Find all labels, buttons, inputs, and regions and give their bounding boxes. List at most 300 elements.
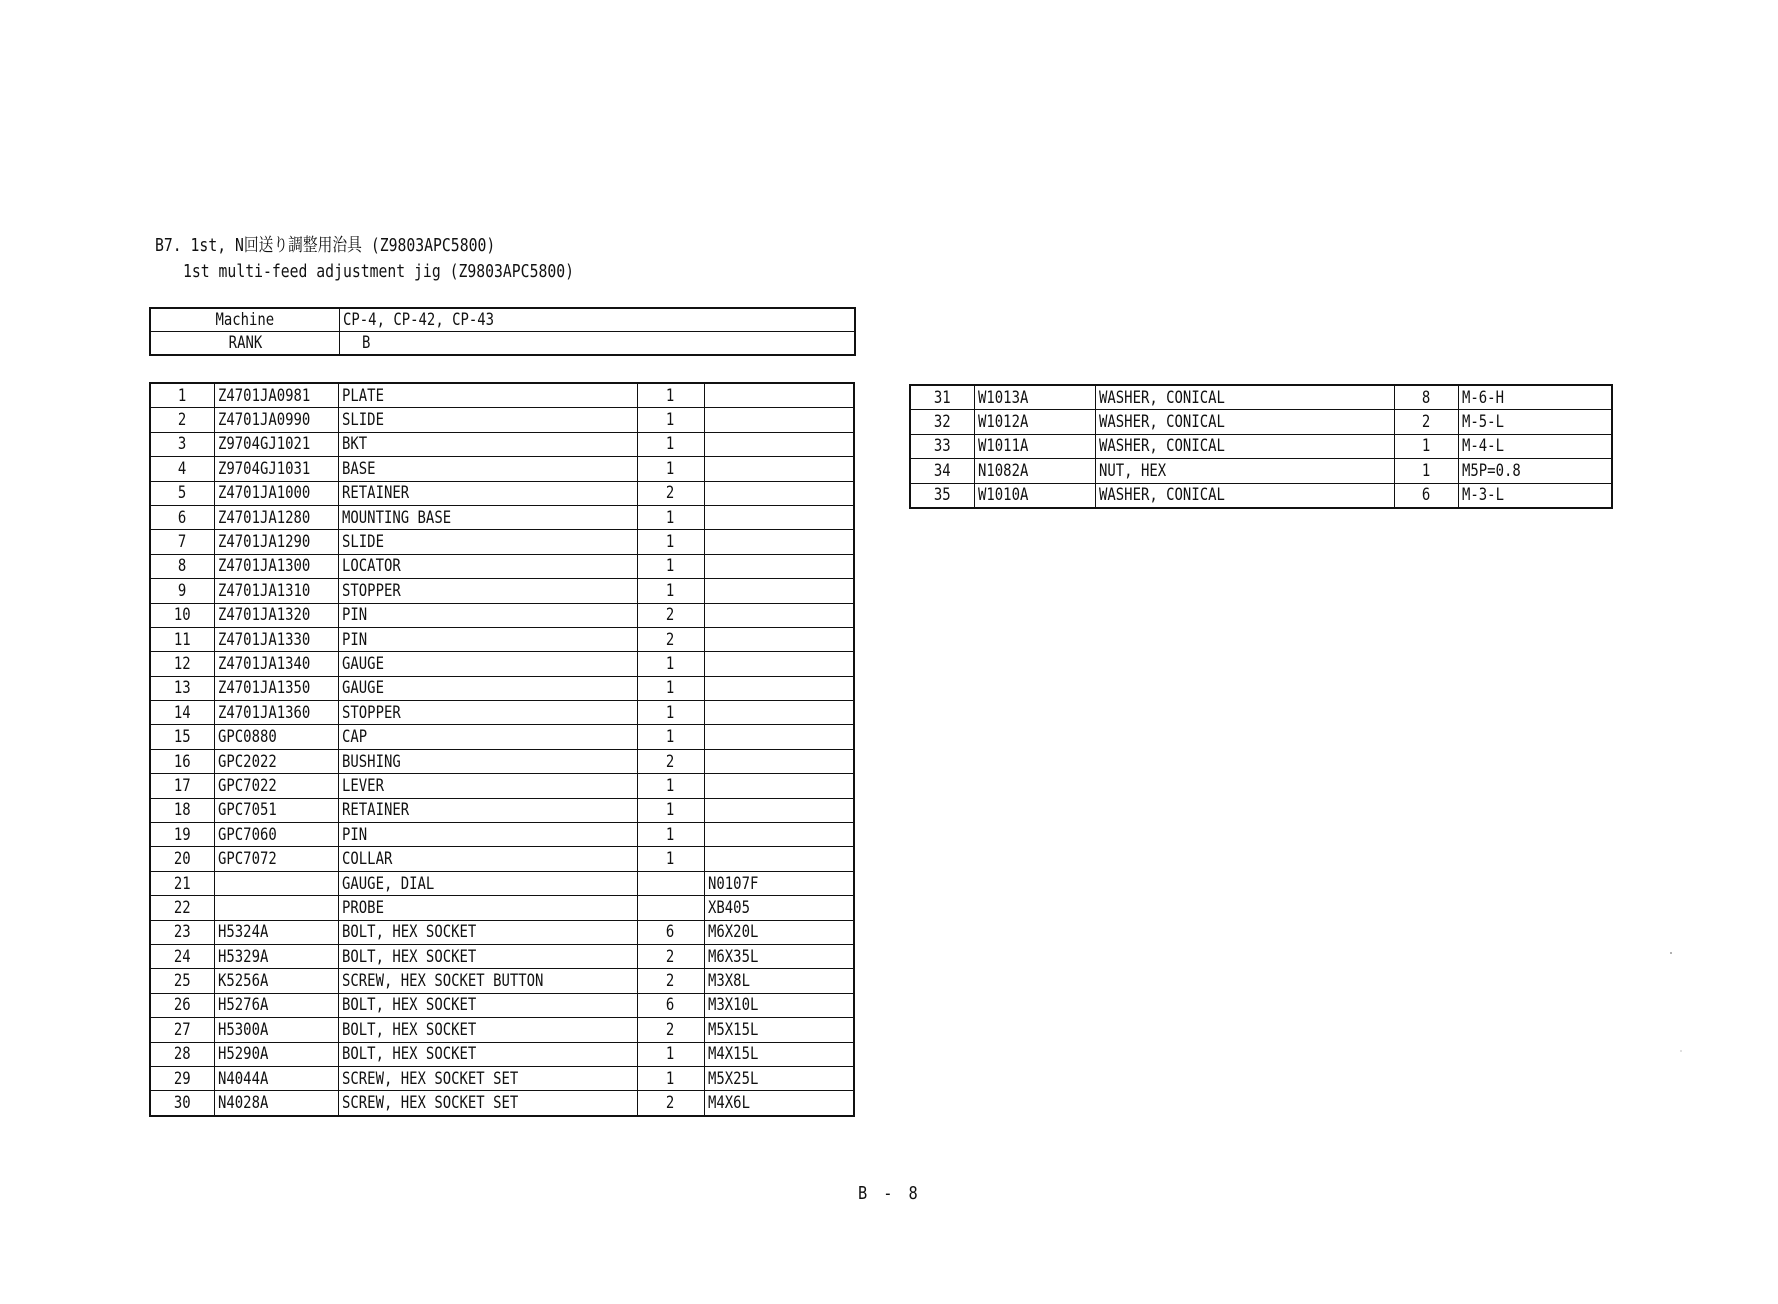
part-name-cell <box>338 530 637 554</box>
table-row <box>150 1018 854 1042</box>
remark-cell <box>704 871 854 895</box>
part-name: RETAINER <box>341 800 409 821</box>
item-number: 14 <box>173 702 191 723</box>
remark-cell <box>704 603 854 627</box>
part-name: WASHER, CONICAL <box>1099 387 1225 408</box>
part-name: LEVER <box>341 775 384 796</box>
item-number-cell <box>150 871 214 895</box>
item-number-cell <box>150 969 214 993</box>
item-number-cell <box>910 410 974 434</box>
table-row <box>150 652 854 676</box>
remark-cell <box>704 432 854 456</box>
quantity: 1 <box>666 410 675 431</box>
item-number-cell <box>150 944 214 968</box>
quantity-cell <box>637 1066 704 1090</box>
part-code: Z4701JA0990 <box>217 410 310 431</box>
item-number: 22 <box>173 897 191 918</box>
part-code-cell <box>974 483 1095 508</box>
item-number-cell <box>910 459 974 483</box>
table-row <box>150 1042 854 1066</box>
remark-cell <box>704 798 854 822</box>
quantity-cell <box>637 944 704 968</box>
item-number-cell <box>150 408 214 432</box>
machine-row <box>151 309 855 332</box>
table-row <box>150 798 854 822</box>
part-name-cell <box>338 993 637 1017</box>
table-row <box>150 969 854 993</box>
part-name-cell <box>1096 385 1395 410</box>
part-code-cell <box>214 530 338 554</box>
remark-cell <box>704 1018 854 1042</box>
item-number: 34 <box>933 460 951 481</box>
quantity-cell <box>1394 385 1458 410</box>
remark: M-3-L <box>1462 485 1505 506</box>
part-name-cell <box>338 725 637 749</box>
remark-cell <box>704 969 854 993</box>
item-number-cell <box>150 457 214 481</box>
part-name: RETAINER <box>341 483 409 504</box>
part-name: SCREW, HEX SOCKET SET <box>341 1093 518 1114</box>
part-name-cell <box>338 554 637 578</box>
remark-cell <box>704 1091 854 1116</box>
scan-speck <box>1670 952 1672 954</box>
part-name: PIN <box>341 605 367 626</box>
remark: M-4-L <box>1462 436 1505 457</box>
item-number: 5 <box>178 483 187 504</box>
item-number: 6 <box>178 507 187 528</box>
part-name: SCREW, HEX SOCKET SET <box>341 1068 518 1089</box>
item-number: 32 <box>933 412 951 433</box>
quantity-cell <box>637 676 704 700</box>
quantity-cell <box>637 823 704 847</box>
part-name: PROBE <box>341 897 384 918</box>
item-number: 35 <box>933 485 951 506</box>
part-name-cell <box>338 383 637 408</box>
quantity-cell <box>637 1091 704 1116</box>
part-code: N4044A <box>217 1068 268 1089</box>
remark-cell <box>704 383 854 408</box>
part-code: GPC2022 <box>217 751 277 772</box>
table-row <box>150 725 854 749</box>
remark-cell <box>704 701 854 725</box>
rank-label: RANK <box>228 332 262 353</box>
part-name-cell <box>338 823 637 847</box>
remark-cell <box>704 774 854 798</box>
machine-value: CP-4, CP-42, CP-43 <box>343 309 495 330</box>
quantity: 1 <box>666 532 675 553</box>
item-number: 12 <box>173 653 191 674</box>
part-code: Z4701JA1350 <box>217 678 310 699</box>
part-code: W1011A <box>977 436 1029 457</box>
part-code-cell <box>214 1018 338 1042</box>
part-code: GPC0880 <box>217 727 277 748</box>
quantity: 2 <box>666 1093 675 1114</box>
remark: M3X10L <box>707 995 758 1016</box>
part-name: WASHER, CONICAL <box>1099 412 1225 433</box>
part-code: W1010A <box>977 485 1029 506</box>
item-number-cell <box>150 847 214 871</box>
part-code-cell <box>214 1091 338 1116</box>
item-number-cell <box>150 774 214 798</box>
item-number-cell <box>150 530 214 554</box>
remark-cell <box>1459 483 1612 508</box>
part-code-cell <box>214 627 338 651</box>
part-name-cell <box>338 920 637 944</box>
part-code: GPC7060 <box>217 824 277 845</box>
part-name: PLATE <box>341 385 384 406</box>
remark-cell <box>704 847 854 871</box>
part-name-cell <box>338 1066 637 1090</box>
item-number-cell <box>150 749 214 773</box>
part-code-cell <box>214 432 338 456</box>
part-name: PIN <box>341 824 367 845</box>
part-code: N4028A <box>217 1093 268 1114</box>
item-number-cell <box>150 920 214 944</box>
part-code: Z4701JA0981 <box>217 385 310 406</box>
item-number: 23 <box>173 922 191 943</box>
part-code-cell <box>214 725 338 749</box>
quantity-cell <box>637 896 704 920</box>
quantity: 1 <box>666 458 675 479</box>
item-number: 25 <box>173 971 191 992</box>
remark: M4X6L <box>707 1093 750 1114</box>
part-code: GPC7022 <box>217 775 277 796</box>
quantity-cell <box>637 554 704 578</box>
remark-cell <box>704 749 854 773</box>
item-number-cell <box>150 603 214 627</box>
part-code: H5290A <box>217 1044 268 1065</box>
part-code: W1012A <box>977 412 1029 433</box>
part-code-cell <box>214 383 338 408</box>
part-code-cell <box>974 434 1095 458</box>
quantity-cell <box>637 432 704 456</box>
machine-value-cell <box>340 309 855 332</box>
quantity: 1 <box>1422 436 1431 457</box>
part-name: BOLT, HEX SOCKET <box>341 1044 476 1065</box>
part-name: CAP <box>341 727 367 748</box>
remark: M-6-H <box>1462 387 1505 408</box>
item-number-cell <box>150 896 214 920</box>
part-code: K5256A <box>217 971 268 992</box>
item-number-cell <box>150 383 214 408</box>
quantity-cell <box>637 871 704 895</box>
table-row <box>150 749 854 773</box>
item-number-cell <box>150 725 214 749</box>
quantity-cell <box>637 530 704 554</box>
remark-cell <box>704 920 854 944</box>
quantity: 2 <box>666 1019 675 1040</box>
part-code: H5329A <box>217 946 268 967</box>
item-number: 33 <box>933 436 951 457</box>
item-number-cell <box>150 798 214 822</box>
table-row <box>150 676 854 700</box>
item-number: 11 <box>173 629 191 650</box>
part-name-cell <box>338 408 637 432</box>
quantity-cell <box>637 627 704 651</box>
part-name: COLLAR <box>341 849 392 870</box>
item-number-cell <box>150 554 214 578</box>
item-number: 7 <box>178 532 187 553</box>
item-number: 19 <box>173 824 191 845</box>
part-name: BASE <box>341 458 376 479</box>
part-code: GPC7072 <box>217 849 277 870</box>
part-name: PIN <box>341 629 367 650</box>
part-name: SLIDE <box>341 410 384 431</box>
item-number: 26 <box>173 995 191 1016</box>
remark: M4X15L <box>707 1044 758 1065</box>
quantity: 2 <box>1422 412 1431 433</box>
part-code: Z4701JA1320 <box>217 605 310 626</box>
remark-cell <box>704 725 854 749</box>
quantity-cell <box>637 725 704 749</box>
part-code-cell <box>214 1042 338 1066</box>
part-code-cell <box>974 459 1095 483</box>
item-number: 20 <box>173 849 191 870</box>
part-code: Z4701JA1340 <box>217 653 310 674</box>
table-row <box>150 627 854 651</box>
quantity: 6 <box>666 995 675 1016</box>
page-number: B - 8 <box>858 1183 922 1204</box>
part-name-cell <box>338 505 637 529</box>
part-name: LOCATOR <box>341 556 401 577</box>
quantity-cell <box>1394 459 1458 483</box>
quantity: 2 <box>666 751 675 772</box>
remark-cell <box>704 579 854 603</box>
part-name-cell <box>338 676 637 700</box>
table-row <box>150 993 854 1017</box>
quantity: 1 <box>666 385 675 406</box>
table-row <box>150 847 854 871</box>
item-number: 17 <box>173 775 191 796</box>
part-code: W1013A <box>977 387 1029 408</box>
quantity: 1 <box>666 678 675 699</box>
machine-label-cell <box>151 309 340 332</box>
part-code-cell <box>214 774 338 798</box>
table-row <box>150 1091 854 1116</box>
remark: M6X35L <box>707 946 758 967</box>
table-row <box>150 383 854 408</box>
part-name-cell <box>338 627 637 651</box>
part-code-cell <box>214 823 338 847</box>
remark-cell <box>704 554 854 578</box>
item-number-cell <box>150 1018 214 1042</box>
table-row <box>150 774 854 798</box>
part-code: H5300A <box>217 1019 268 1040</box>
part-name: GAUGE <box>341 653 384 674</box>
machine-label: Machine <box>215 309 275 330</box>
table-row <box>150 579 854 603</box>
quantity: 1 <box>666 727 675 748</box>
quantity-cell <box>637 993 704 1017</box>
part-name-cell <box>338 774 637 798</box>
part-name-cell <box>338 871 637 895</box>
rank-label-cell <box>151 332 340 355</box>
part-code-cell <box>214 896 338 920</box>
item-number: 18 <box>173 800 191 821</box>
item-number: 8 <box>178 556 187 577</box>
item-number-cell <box>910 385 974 410</box>
part-name-cell <box>338 896 637 920</box>
part-name: GAUGE, DIAL <box>341 873 434 894</box>
item-number: 30 <box>173 1093 191 1114</box>
part-name-cell <box>1096 483 1395 508</box>
part-name-cell <box>338 652 637 676</box>
item-number: 24 <box>173 946 191 967</box>
remark-cell <box>1459 434 1612 458</box>
part-code: Z9704GJ1031 <box>217 458 310 479</box>
part-name-cell <box>338 1018 637 1042</box>
quantity: 1 <box>666 800 675 821</box>
part-name-cell <box>338 749 637 773</box>
table-row <box>150 896 854 920</box>
table-row <box>150 1066 854 1090</box>
item-number: 13 <box>173 678 191 699</box>
part-name-cell <box>1096 434 1395 458</box>
remark: M5X25L <box>707 1068 758 1089</box>
item-number: 2 <box>178 410 187 431</box>
part-name-cell <box>338 603 637 627</box>
item-number-cell <box>150 627 214 651</box>
document-title-japanese: B7. 1st, N回送り調整用治具 (Z9803APC5800) <box>155 235 496 256</box>
part-name-cell <box>338 969 637 993</box>
part-code-cell <box>974 385 1095 410</box>
part-code: H5276A <box>217 995 268 1016</box>
table-row <box>150 530 854 554</box>
part-name-cell <box>338 1091 637 1116</box>
part-name: BOLT, HEX SOCKET <box>341 1019 476 1040</box>
table-row <box>150 871 854 895</box>
part-name-cell <box>338 457 637 481</box>
scan-speck <box>1680 1050 1682 1052</box>
quantity: 6 <box>666 922 675 943</box>
part-code-cell <box>974 410 1095 434</box>
item-number-cell <box>150 579 214 603</box>
part-name: BKT <box>341 434 367 455</box>
part-name: STOPPER <box>341 702 401 723</box>
part-name-cell <box>338 798 637 822</box>
quantity: 8 <box>1422 387 1431 408</box>
table-row <box>150 603 854 627</box>
part-code: N1082A <box>977 460 1029 481</box>
remark: M5X15L <box>707 1019 758 1040</box>
quantity-cell <box>637 383 704 408</box>
part-name: BOLT, HEX SOCKET <box>341 922 476 943</box>
rank-value: B <box>362 332 371 353</box>
part-name: WASHER, CONICAL <box>1099 436 1225 457</box>
part-code-cell <box>214 920 338 944</box>
part-name-cell <box>338 1042 637 1066</box>
quantity-cell <box>637 481 704 505</box>
item-number-cell <box>150 823 214 847</box>
quantity-cell <box>637 505 704 529</box>
part-name: STOPPER <box>341 580 401 601</box>
item-number: 10 <box>173 605 191 626</box>
part-code-cell <box>214 579 338 603</box>
remark-cell <box>704 627 854 651</box>
part-code-cell <box>214 944 338 968</box>
table-row <box>150 432 854 456</box>
part-code-cell <box>214 993 338 1017</box>
quantity: 2 <box>666 971 675 992</box>
quantity-cell <box>637 652 704 676</box>
item-number: 1 <box>178 385 187 406</box>
part-code-cell <box>214 408 338 432</box>
part-name-cell <box>338 579 637 603</box>
part-code-cell <box>214 798 338 822</box>
table-row <box>150 944 854 968</box>
part-name: GAUGE <box>341 678 384 699</box>
quantity-cell <box>637 603 704 627</box>
item-number: 27 <box>173 1019 191 1040</box>
remark-cell <box>704 896 854 920</box>
table-row <box>150 457 854 481</box>
part-name: BOLT, HEX SOCKET <box>341 946 476 967</box>
quantity: 2 <box>666 605 675 626</box>
remark-cell <box>704 530 854 554</box>
remark: N0107F <box>707 873 758 894</box>
machine-info-table <box>150 308 855 355</box>
remark-cell <box>1459 385 1612 410</box>
quantity: 1 <box>666 1068 675 1089</box>
quantity: 1 <box>666 434 675 455</box>
quantity-cell <box>637 798 704 822</box>
quantity: 1 <box>666 775 675 796</box>
remark-cell <box>1459 459 1612 483</box>
remark-cell <box>704 944 854 968</box>
part-code: Z4701JA1000 <box>217 483 310 504</box>
remark-cell <box>704 408 854 432</box>
item-number: 15 <box>173 727 191 748</box>
quantity-cell <box>637 774 704 798</box>
quantity-cell <box>637 969 704 993</box>
part-code-cell <box>214 969 338 993</box>
remark: M3X8L <box>707 971 750 992</box>
quantity-cell <box>1394 410 1458 434</box>
quantity-cell <box>637 457 704 481</box>
quantity: 1 <box>666 849 675 870</box>
part-code-cell <box>214 1066 338 1090</box>
part-code-cell <box>214 701 338 725</box>
parts-table-left <box>149 382 855 1117</box>
item-number-cell <box>150 1091 214 1116</box>
table-row <box>150 823 854 847</box>
quantity: 1 <box>666 702 675 723</box>
part-name-cell <box>338 481 637 505</box>
item-number: 16 <box>173 751 191 772</box>
table-row <box>910 459 1612 483</box>
quantity-cell <box>637 408 704 432</box>
quantity: 2 <box>666 946 675 967</box>
table-row <box>150 481 854 505</box>
quantity: 6 <box>1422 485 1431 506</box>
part-code-cell <box>214 603 338 627</box>
remark-cell <box>704 457 854 481</box>
quantity-cell <box>637 701 704 725</box>
part-code: Z9704GJ1021 <box>217 434 310 455</box>
table-row <box>150 408 854 432</box>
part-name-cell <box>1096 459 1395 483</box>
item-number-cell <box>910 483 974 508</box>
table-row <box>910 385 1612 410</box>
quantity: 2 <box>666 483 675 504</box>
item-number-cell <box>150 481 214 505</box>
quantity-cell <box>1394 434 1458 458</box>
remark-cell <box>704 1042 854 1066</box>
table-row <box>910 434 1612 458</box>
part-name: BOLT, HEX SOCKET <box>341 995 476 1016</box>
part-name: WASHER, CONICAL <box>1099 485 1225 506</box>
quantity-cell <box>637 847 704 871</box>
